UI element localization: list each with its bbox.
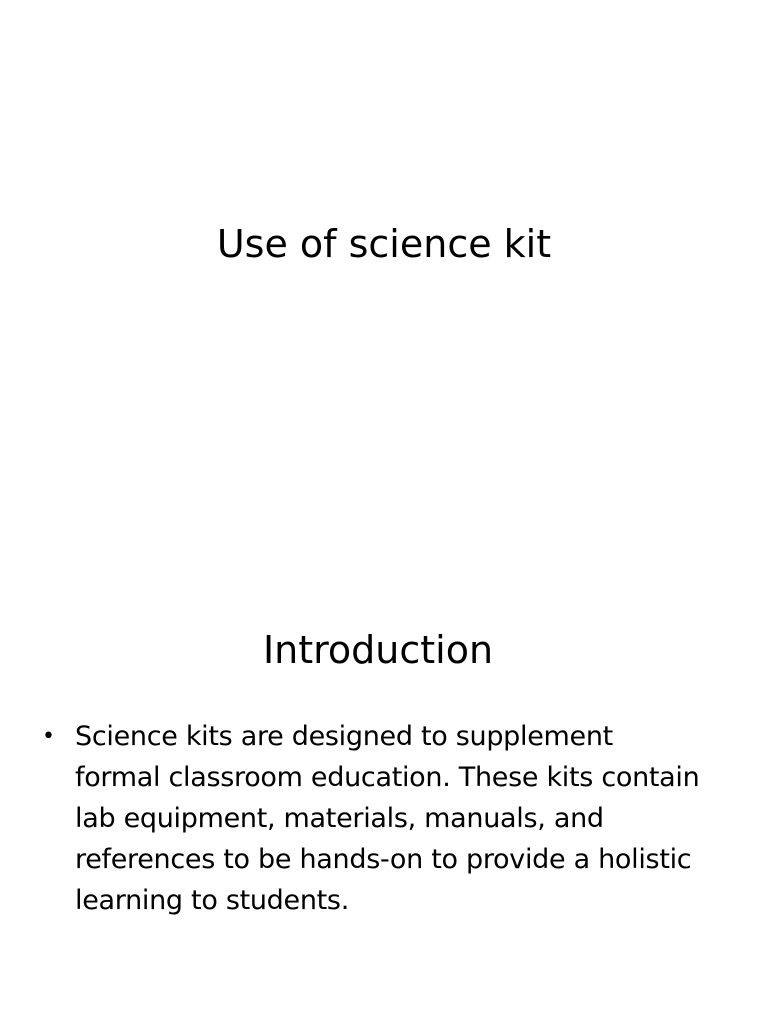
- bullet-text: Science kits are designed to supplement formal classroom education. These kits contain lab equipment, materials, manuals, and references to be hands-on to provide a holistic learning to students.: [75, 721, 700, 916]
- slide-1-title: Use of science kit: [216, 222, 552, 266]
- slide-2-title: Introduction: [262, 628, 494, 672]
- bullet-list: [40, 716, 700, 921]
- bullet-item: [40, 716, 700, 921]
- bullet-icon: •: [42, 724, 55, 749]
